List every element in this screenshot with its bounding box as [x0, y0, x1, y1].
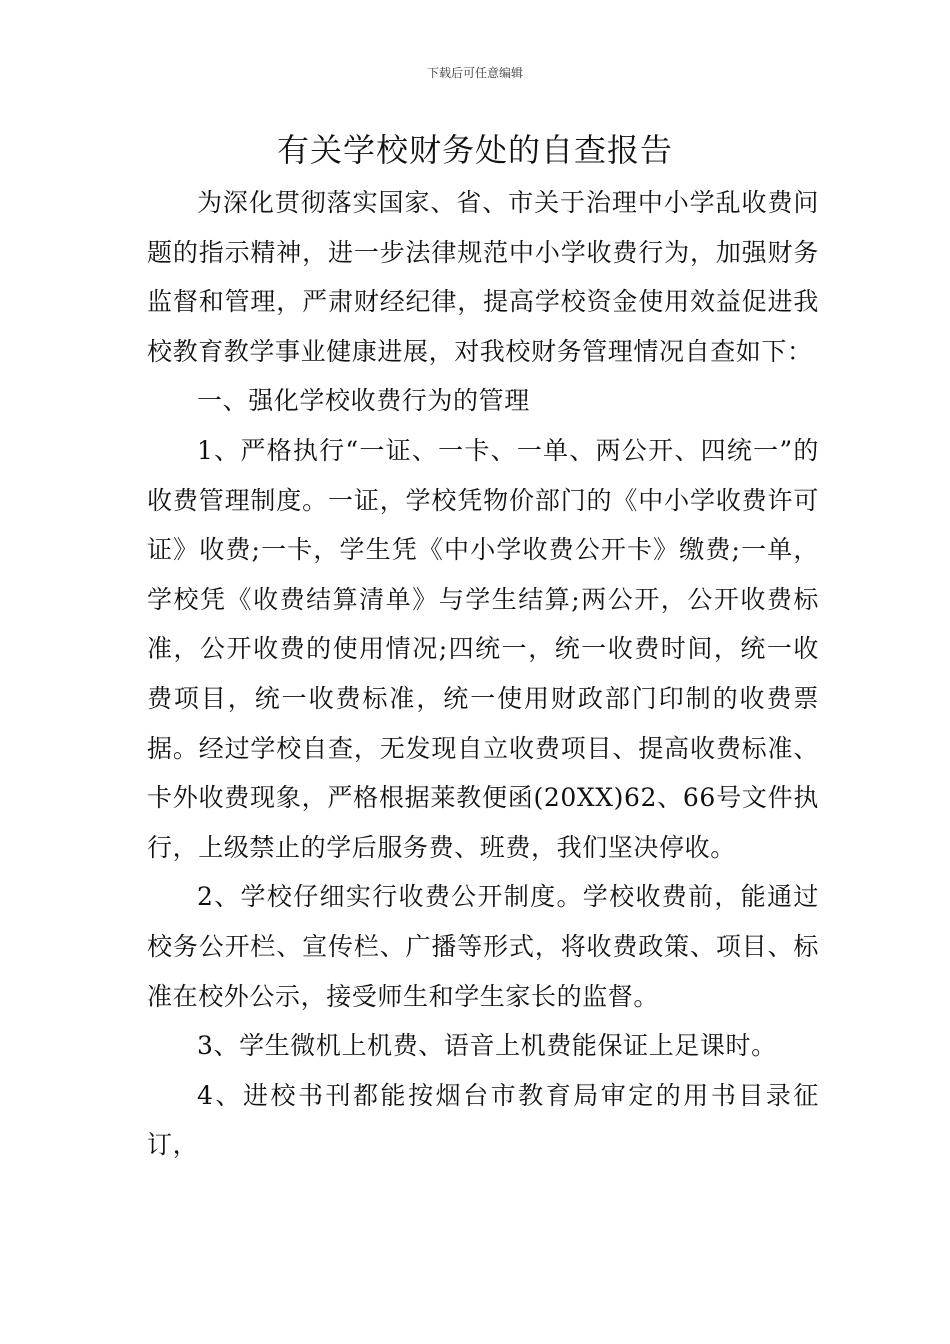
paragraph-item-4: 4、进校书刊都能按烟台市教育局审定的用书目录征订，: [147, 1080, 819, 1160]
header-note: 下载后可任意编辑: [426, 66, 523, 80]
paragraph-item-3: 3、学生微机上机费、语音上机费能保证上足课时。: [197, 1031, 777, 1061]
document-title: 有关学校财务处的自查报告: [276, 131, 673, 169]
paragraph-section-heading: 一、强化学校收费行为的管理: [197, 386, 530, 416]
paragraph-item-1: 1、严格执行“一证、一卡、一单、两公开、四统一”的收费管理制度。一证，学校凭物价部门的《中小学收费许可证》收费;一卡，学生凭《中小学收费公开卡》缴费;一单，学校凭《收费结算清单》与学生结算;两公开，公开收费标准，公开收费的使用情况;四统一，统一收费时间，统一收费项目，统一收费标准，统一使用财政部门印制的收费票据。经过学校自查，无发现自立收费项目、提高收费标准、卡外收费现象，严格根据莱教便函(20XX)62、66号文件执行，上级禁止的学后服务费、班费，我们坚决停收。: [147, 435, 819, 862]
paragraph-intro: 为深化贯彻落实国家、省、市关于治理中小学乱收费问题的指示精神，进一步法律规范中小学收费行为，加强财务监督和管理，严肃财经纪律，提高学校资金使用效益促进我校教育教学事业健康进展，对我校财务管理情况自查如下：: [147, 188, 819, 366]
paragraph-item-2: 2、学校仔细实行收费公开制度。学校收费前，能通过校务公开栏、宣传栏、广播等形式，将收费政策、项目、标准在校外公示，接受师生和学生家长的监督。: [147, 882, 819, 1011]
document-body: [147, 178, 819, 1170]
